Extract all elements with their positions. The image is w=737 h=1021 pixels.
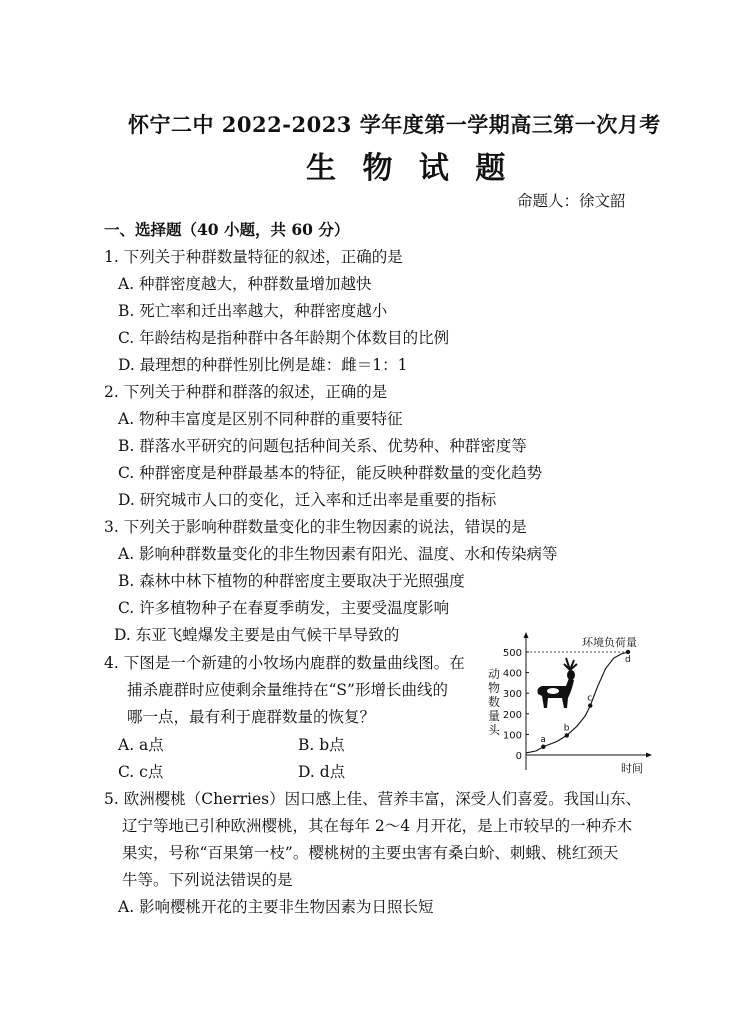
exam-title: 怀宁二中 2022-2023 学年度第一学期高三第一次月考 [128,112,661,137]
q1-option-c: C. 年龄结构是指种群中各年龄期个体数目的比例 [118,329,450,347]
q2-option-d: D. 研究城市人口的变化，迁入率和迁出率是重要的指标 [118,491,497,509]
q5-stem-line-1: 5. 欧洲樱桃（Cherries）因口感上佳、营养丰富，深受人们喜爱。我国山东、 [104,790,642,808]
y-tick-label: 500 [502,648,522,659]
y-axis-label [488,666,501,737]
y-axis-label-char: 物 [488,681,501,695]
y-axis-arrow [524,632,529,638]
data-point-c [588,703,592,707]
q3-stem: 3. 下列关于影响种群数量变化的非生物因素的说法，错误的是 [104,518,527,536]
q1-option-d: D. 最理想的种群性别比例是雄：雌＝1：1 [118,356,408,374]
y-tick-label: 200 [502,709,522,721]
section-heading: 一、选择题（40 小题，共 60 分） [104,220,350,239]
capacity-label: 环境负荷量 [582,636,637,649]
y-tick-label: 100 [502,730,522,742]
q3-option-b: B. 森林中林下植物的种群密度主要取决于光照强度 [118,572,465,590]
deer-icon [538,658,578,708]
q5-stem-line-2: 辽宁等地已引种欧洲樱桃，其在每年 2～4 月开花，是上市较早的一种乔木 [122,817,633,835]
y-tick-label: 400 [502,668,522,680]
point-label-d: d [625,655,631,665]
data-point-d [626,650,630,654]
q2-option-b: B. 群落水平研究的问题包括种间关系、优势种、种群密度等 [118,437,527,455]
q1-option-b: B. 死亡率和迁出率越大，种群密度越小 [118,302,388,320]
q4-option-c: C. c点 [118,763,164,781]
data-point-a [541,745,545,749]
y-tick-label: 0 [515,751,522,762]
q4-option-d: D. d点 [298,763,346,781]
q3-option-c: C. 许多植物种子在春夏季萌发，主要受温度影响 [118,599,450,617]
q5-option-a: A. 影响樱桃开花的主要非生物因素为日照长短 [118,898,434,916]
q2-option-c: C. 种群密度是种群最基本的特征，能反映种群数量的变化趋势 [118,464,543,482]
author-line: 命题人：徐文韶 [517,192,626,210]
q4-option-a: A. a点 [118,736,164,754]
q4-stem-line-1: 4. 下图是一个新建的小牧场内鹿群的数量曲线图。在 [104,654,465,672]
y-axis-label-char: 数 [488,695,501,709]
q5-stem-line-3: 果实，号称“百果第一枝”。樱桃树的主要虫害有桑白蚧、刺蛾、桃红颈天 [122,844,619,862]
point-label-c: c [587,693,593,704]
point-label-a: a [540,734,546,745]
y-axis-label-char: 头 [488,723,501,737]
y-axis-label-char: 量 [488,709,501,723]
q4-stem-line-3: 哪一点，最有利于鹿群数量的恢复？ [127,708,376,726]
x-axis-label: 时间 [621,762,643,775]
point-label-b: b [563,723,570,734]
q4-option-b: B. b点 [298,736,345,754]
q1-option-a: A. 种群密度越大，种群数量增加越快 [118,275,372,293]
q2-stem: 2. 下列关于种群和群落的叙述，正确的是 [104,383,388,401]
data-point-b [565,733,569,737]
population-growth-chart [482,630,652,780]
q5-stem-line-4: 牛等。下列说法错误的是 [122,871,293,889]
y-tick-label: 300 [502,689,522,701]
q3-option-d: D. 东亚飞蝗爆发主要是由气候干旱导致的 [114,626,400,644]
x-axis-arrow [646,753,652,758]
q3-option-a: A. 影响种群数量变化的非生物因素有阳光、温度、水和传染病等 [118,545,558,563]
q1-stem: 1. 下列关于种群数量特征的叙述，正确的是 [104,248,403,266]
subject-title: 生 物 试 题 [306,151,514,186]
y-axis-label-char: 动 [488,667,501,681]
q2-option-a: A. 物种丰富度是区别不同种群的重要特征 [118,410,403,428]
q4-stem-line-2: 捕杀鹿群时应使剩余量维持在“S”形增长曲线的 [127,681,448,699]
